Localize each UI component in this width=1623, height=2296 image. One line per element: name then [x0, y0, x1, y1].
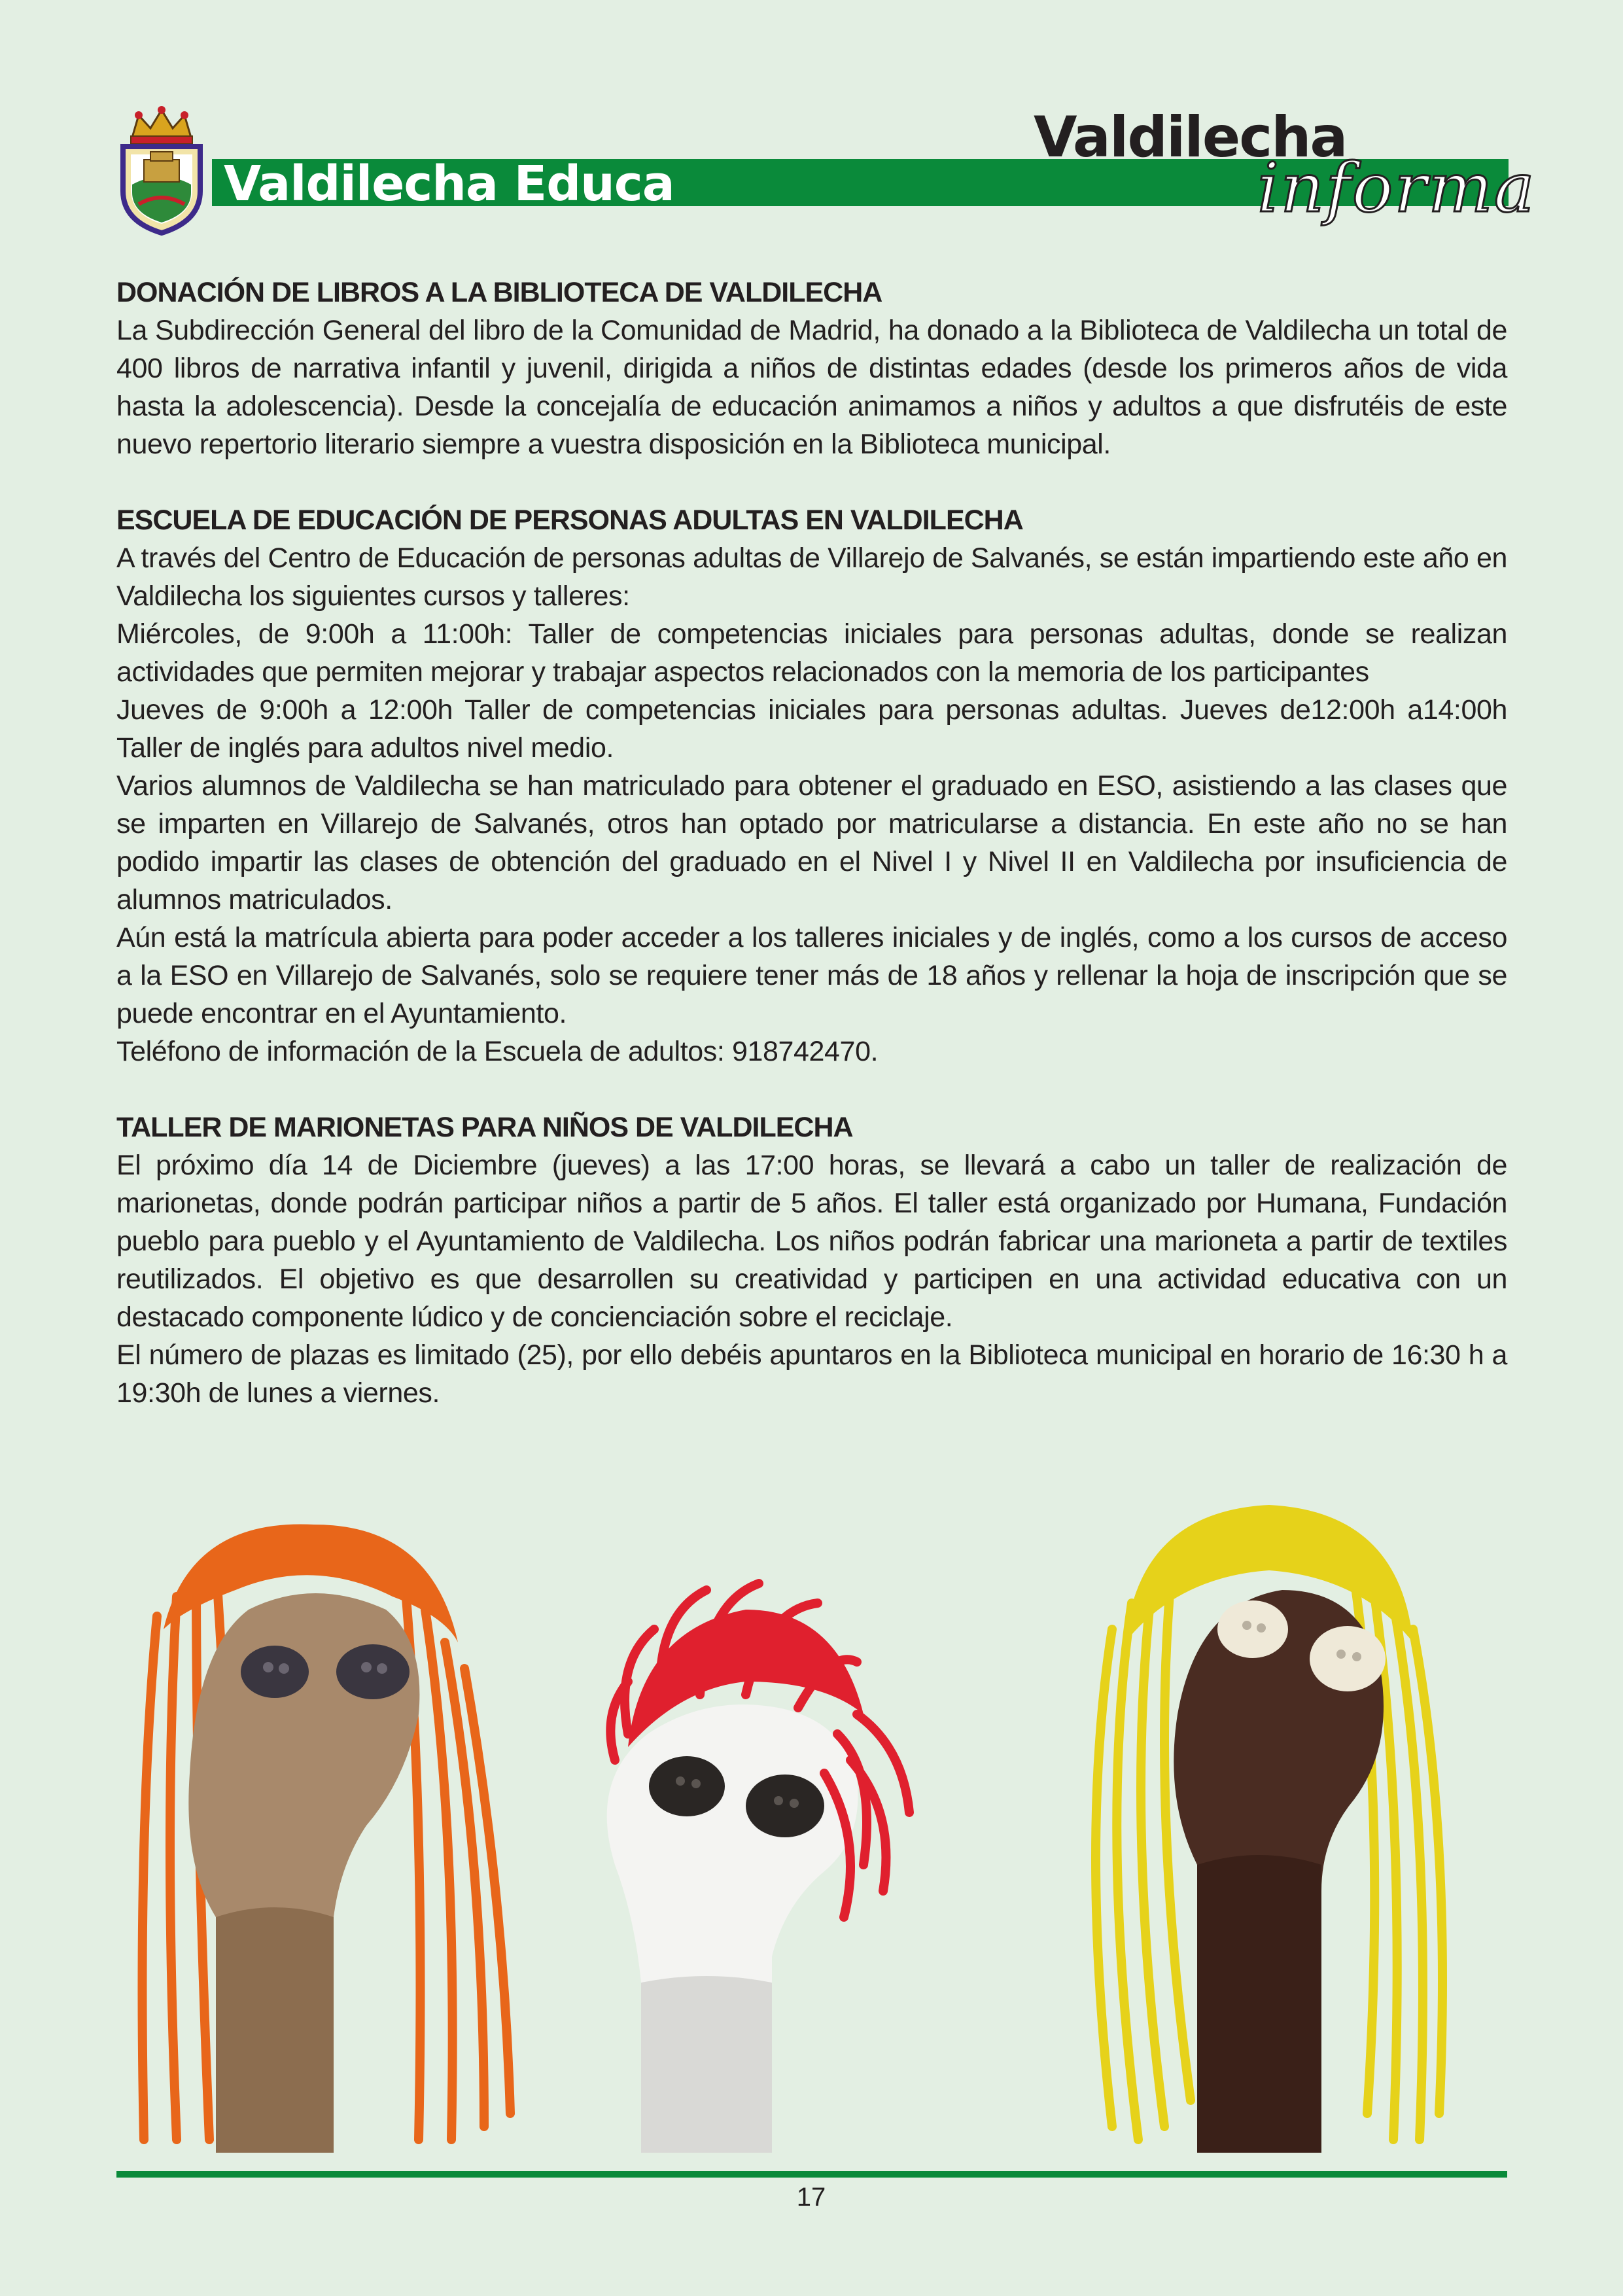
article-paragraph: A través del Centro de Educación de personas adultas de Villarejo de Salvanés, se están impartiendo este año en Valdilecha los siguientes cursos y talleres:	[116, 542, 1507, 612]
article-content	[116, 274, 1507, 1450]
article-paragraph: El número de plazas es limitado (25), por ello debéis apuntaros en la Biblioteca municipal en horario de 16:30 h a 19:30h de lunes a viernes.	[116, 1339, 1507, 1409]
article-heading: DONACIÓN DE LIBROS A LA BIBLIOTECA DE VALDILECHA	[116, 277, 882, 308]
puppet-brown	[1096, 1505, 1442, 2153]
sock-puppets-photo	[118, 1498, 1505, 2153]
brand-script: informa	[1257, 148, 1536, 228]
brand-name: Valdilecha	[1034, 105, 1347, 170]
article-paragraph: Miércoles, de 9:00h a 11:00h: Taller de competencias iniciales para personas adultas, donde se realizan actividades que permiten mejorar y trabajar aspectos relacionados con la memoria de los participantes	[116, 618, 1507, 688]
page-header	[0, 0, 1623, 249]
article-adult-school	[116, 501, 1507, 1070]
article-paragraph: El próximo día 14 de Diciembre (jueves) a las 17:00 horas, se llevará a cabo un taller de realización de marionetas, donde podrán participar niños a partir de 5 años. El taller está organizado por Humana, Fundación pueblo para pueblo y el Ayuntamiento de Valdilecha. Los niños podrán fabricar una marioneta a partir de textiles reutilizados. El objetivo es que desarrollen su creatividad y participen en una actividad educativa con un destacado componente lúdico y de concienciación sobre el reciclaje.	[116, 1150, 1507, 1333]
page-number: 17	[796, 2183, 826, 2212]
article-paragraph: La Subdirección General del libro de la Comunidad de Madrid, ha donado a la Biblioteca de Valdilecha un total de 400 libros de narrativa infantil y juvenil, dirigida a niños de distintas edades (desde los primeros años de vida hasta la adolescencia). Desde la concejalía de educación animamos a niños y adultos a que disfrutéis de este nuevo repertorio literario siempre a vuestra disposición en la Biblioteca municipal.	[116, 315, 1507, 460]
article-paragraph: Varios alumnos de Valdilecha se han matriculado para obtener el graduado en ESO, asistiendo a las clases que se imparten en Villarejo de Salvanés, otros han optado por matricularse a distancia. En este año no se han podido impartir las clases de obtención del graduado en el Nivel I y Nivel II en Valdilecha por insuficiencia de alumnos matriculados.	[116, 770, 1507, 915]
municipal-crest-icon	[113, 106, 211, 237]
article-heading: ESCUELA DE EDUCACIÓN DE PERSONAS ADULTAS EN VALDILECHA	[116, 504, 1023, 536]
section-title: Valdilecha Educa	[224, 156, 674, 212]
article-paragraph: Jueves de 9:00h a 12:00h Taller de competencias iniciales para personas adultas. Jueves de12:00h a14:00h Taller de inglés para adultos nivel medio.	[116, 694, 1507, 764]
article-puppet-workshop	[116, 1108, 1507, 1412]
puppet-tan	[143, 1524, 511, 2153]
article-paragraph: Teléfono de información de la Escuela de adultos: 918742470.	[116, 1036, 879, 1067]
footer-rule	[116, 2171, 1507, 2178]
puppet-white	[607, 1583, 909, 2153]
article-paragraph: Aún está la matrícula abierta para poder acceder a los talleres iniciales y de inglés, como a los cursos de acceso a la ESO en Villarejo de Salvanés, solo se requiere tener más de 18 años y rellenar la hoja de inscripción que se puede encontrar en el Ayuntamiento.	[116, 922, 1507, 1029]
article-book-donation	[116, 274, 1507, 463]
article-heading: TALLER DE MARIONETAS PARA NIÑOS DE VALDILECHA	[116, 1112, 853, 1143]
